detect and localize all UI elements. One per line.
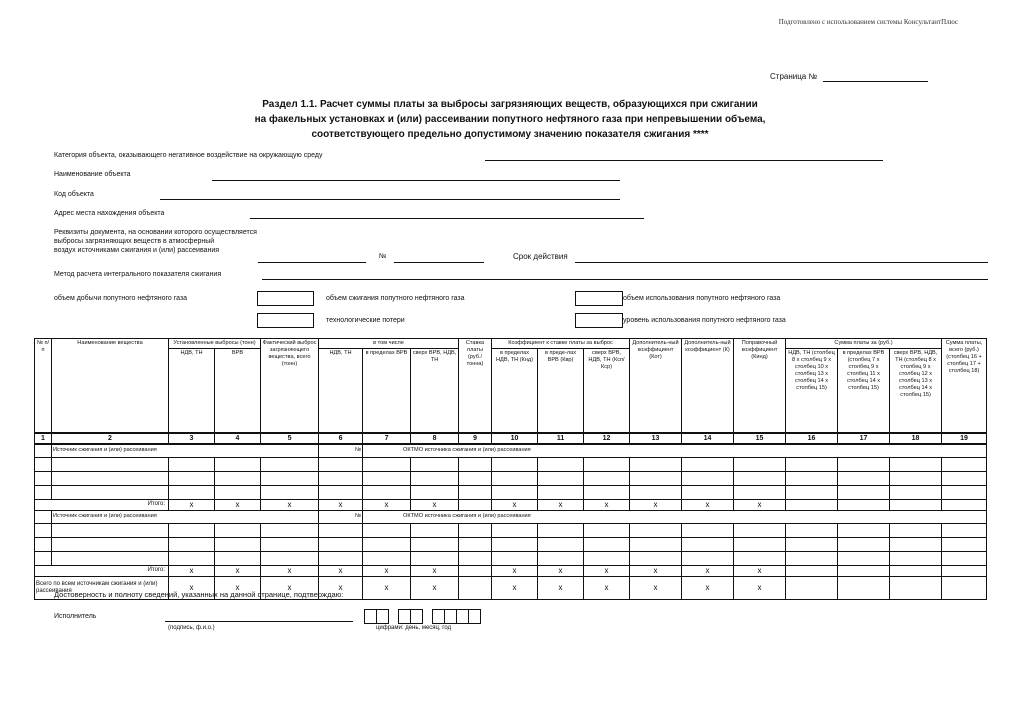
table-cell[interactable] xyxy=(630,523,682,537)
source-number-label: № xyxy=(319,510,363,523)
x-mark: x xyxy=(319,576,363,599)
x-mark: x xyxy=(261,576,319,599)
table-cell[interactable] xyxy=(35,485,52,499)
x-mark: x xyxy=(169,499,215,510)
grand-total-label: Всего по всем источникам сжигания и (или) рассеивания xyxy=(35,576,169,599)
th-add-kot: Дополнитель-ный коэффициент (Кот) xyxy=(630,339,682,433)
payment-table xyxy=(34,338,987,600)
date-hint: цифрами: день, месяц, год xyxy=(376,625,452,631)
table-cell[interactable] xyxy=(319,485,363,499)
document-label-line: Реквизиты документа, на основании которого осуществляется xyxy=(54,229,257,236)
x-mark: x xyxy=(538,565,584,576)
column-number: 15 xyxy=(734,433,786,444)
column-number: 14 xyxy=(682,433,734,444)
page-title xyxy=(200,97,820,142)
usage-level-label: уровень использования попутного нефтяного газа xyxy=(623,317,786,324)
table-cell[interactable] xyxy=(215,471,261,485)
table-cell[interactable] xyxy=(734,485,786,499)
gas-burning-box[interactable] xyxy=(575,291,623,306)
table-cell[interactable] xyxy=(492,537,538,551)
table-cell[interactable] xyxy=(942,576,987,599)
x-mark: x xyxy=(215,565,261,576)
table-cell[interactable] xyxy=(682,471,734,485)
table-cell[interactable] xyxy=(459,523,492,537)
table-cell[interactable] xyxy=(682,551,734,565)
object-name-field[interactable] xyxy=(212,180,620,181)
x-mark: x xyxy=(319,499,363,510)
table-cell[interactable] xyxy=(261,551,319,565)
table-cell[interactable] xyxy=(215,537,261,551)
table-cell[interactable] xyxy=(363,471,411,485)
table-cell[interactable] xyxy=(890,471,942,485)
th-set-emissions: Установленные выбросы (тонн) xyxy=(169,339,261,349)
table-cell[interactable] xyxy=(682,485,734,499)
table-cell[interactable] xyxy=(411,523,459,537)
table-cell[interactable] xyxy=(734,537,786,551)
x-mark: x xyxy=(169,565,215,576)
table-row[interactable] xyxy=(35,457,987,471)
source-row xyxy=(35,510,987,523)
table-cell[interactable] xyxy=(411,457,459,471)
th-corr: Поправочный коэффициент (Кинд) xyxy=(734,339,786,433)
table-cell[interactable] xyxy=(363,551,411,565)
document-number-field[interactable] xyxy=(394,262,484,263)
table-cell[interactable] xyxy=(261,457,319,471)
table-cell[interactable] xyxy=(538,551,584,565)
table-cell[interactable] xyxy=(459,457,492,471)
table-cell[interactable] xyxy=(319,471,363,485)
table-cell[interactable] xyxy=(459,537,492,551)
table-cell[interactable] xyxy=(52,457,169,471)
date-month-digit[interactable] xyxy=(410,609,423,624)
document-number-label: № xyxy=(379,253,387,260)
table-cell[interactable] xyxy=(411,537,459,551)
table-cell[interactable] xyxy=(584,457,630,471)
table-cell[interactable] xyxy=(261,471,319,485)
column-number: 19 xyxy=(942,433,987,444)
x-mark: x xyxy=(492,576,538,599)
table-cell[interactable] xyxy=(411,471,459,485)
source-row xyxy=(35,444,987,458)
table-cell[interactable] xyxy=(630,551,682,565)
page-number-field[interactable] xyxy=(823,81,928,82)
th-incl-ndv: НДВ, ТН xyxy=(319,349,363,433)
x-mark: x xyxy=(363,565,411,576)
table-cell[interactable] xyxy=(319,537,363,551)
usage-level-box[interactable] xyxy=(575,313,623,328)
table-cell[interactable] xyxy=(786,576,838,599)
column-number: 12 xyxy=(584,433,630,444)
table-cell[interactable] xyxy=(35,523,52,537)
table-cell[interactable] xyxy=(459,499,492,510)
table-cell[interactable] xyxy=(786,485,838,499)
total-label: Итого: xyxy=(35,499,169,510)
table-cell[interactable] xyxy=(215,485,261,499)
table-cell[interactable] xyxy=(538,523,584,537)
category-field[interactable] xyxy=(485,160,883,161)
th-rate: Ставка платы (руб./ тонна) xyxy=(459,339,492,433)
table-cell[interactable] xyxy=(492,457,538,471)
table-cell[interactable] xyxy=(584,471,630,485)
table-row[interactable] xyxy=(35,523,987,537)
column-number: 6 xyxy=(319,433,363,444)
th-add-k: Дополнитель-ный коэффициент (К) xyxy=(682,339,734,433)
table-cell[interactable] xyxy=(538,485,584,499)
x-mark: x xyxy=(319,565,363,576)
table-cell[interactable] xyxy=(786,551,838,565)
th-sum-over: сверх ВРВ, НДВ, ТН (столбец 8 х столбец 9 х столбец 12 х столбец 13 х столбец 14 х столбец 15) xyxy=(890,349,942,433)
confirm-text: Достоверность и полноту сведений, указанных на данной странице, подтверждаю: xyxy=(54,590,344,599)
table-cell[interactable] xyxy=(682,537,734,551)
th-actual: Фактический выброс загрязняющего вещества, всего (тонн) xyxy=(261,339,319,433)
th-coef-kcp: сверх ВРВ, НДВ, ТН (Ксп/Кср) xyxy=(584,349,630,433)
table-cell[interactable] xyxy=(538,471,584,485)
table-cell[interactable] xyxy=(630,485,682,499)
x-mark: x xyxy=(630,576,682,599)
column-number: 3 xyxy=(169,433,215,444)
x-mark: x xyxy=(363,576,411,599)
table-cell[interactable] xyxy=(169,551,215,565)
table-cell[interactable] xyxy=(459,551,492,565)
source-label: Источник сжигания и (или) рассеивания xyxy=(53,447,157,453)
th-vrv: ВРВ xyxy=(215,349,261,433)
x-mark: x xyxy=(492,565,538,576)
total-label: Итого: xyxy=(35,565,169,576)
table-cell[interactable] xyxy=(838,471,890,485)
signature-hint: (подпись, ф.и.о.) xyxy=(168,625,215,631)
table-cell[interactable] xyxy=(169,523,215,537)
table-cell[interactable] xyxy=(682,523,734,537)
document-label-line: выбросы загрязняющих веществ в атмосферный xyxy=(54,238,215,245)
table-cell[interactable] xyxy=(215,457,261,471)
table-cell[interactable] xyxy=(584,551,630,565)
method-label: Метод расчета интегрального показателя сжигания xyxy=(54,271,222,278)
source-label-cell xyxy=(52,444,319,458)
address-field[interactable] xyxy=(250,218,644,219)
x-mark: x xyxy=(363,499,411,510)
th-ndv: НДВ, ТН xyxy=(169,349,215,433)
table-cell[interactable] xyxy=(459,576,492,599)
x-mark: x xyxy=(584,565,630,576)
table-cell[interactable] xyxy=(838,576,890,599)
document-label-line: воздух источниками сжигания и (или) рассеивания xyxy=(54,247,220,254)
x-mark: x xyxy=(682,576,734,599)
date-day-digit[interactable] xyxy=(376,609,389,624)
x-mark: x xyxy=(584,576,630,599)
table-row[interactable] xyxy=(35,551,987,565)
column-numbers-row xyxy=(35,433,987,444)
object-code-label: Код объекта xyxy=(54,191,94,198)
validity-field[interactable] xyxy=(575,262,988,263)
table-cell[interactable] xyxy=(215,551,261,565)
table-cell[interactable] xyxy=(363,485,411,499)
table-cell[interactable] xyxy=(169,457,215,471)
table-cell[interactable] xyxy=(890,551,942,565)
x-mark: x xyxy=(169,576,215,599)
x-mark: x xyxy=(261,499,319,510)
table-cell[interactable] xyxy=(169,537,215,551)
header-note: Подготовлено с использованием системы КонсультантПлюс xyxy=(778,18,958,26)
column-number: 9 xyxy=(459,433,492,444)
table-cell[interactable] xyxy=(942,551,987,565)
table-cell[interactable] xyxy=(411,485,459,499)
table-cell[interactable] xyxy=(35,471,52,485)
x-mark: x xyxy=(734,499,786,510)
table-cell[interactable] xyxy=(35,457,52,471)
x-mark: x xyxy=(411,499,459,510)
table-cell[interactable] xyxy=(538,457,584,471)
gas-production-label: объем добычи попутного нефтяного газа xyxy=(54,295,188,302)
method-field[interactable] xyxy=(262,279,988,280)
table-cell[interactable] xyxy=(838,551,890,565)
x-mark: x xyxy=(584,499,630,510)
table-cell[interactable] xyxy=(890,485,942,499)
table-cell[interactable] xyxy=(169,485,215,499)
page-number-label: Страница № xyxy=(770,72,818,81)
th-sum-within: в пределах ВРВ (столбец 7 х столбец 9 х столбец 11 х столбец 14 х столбец 15) xyxy=(838,349,890,433)
oktmo-label: ОКТМО источника сжигания и (или) рассеивания xyxy=(363,510,987,523)
table-cell[interactable] xyxy=(838,485,890,499)
table-cell[interactable] xyxy=(890,565,942,576)
table-cell[interactable] xyxy=(52,537,169,551)
table-cell[interactable] xyxy=(734,523,786,537)
th-sum-ndv: НДВ, ТН (столбец 8 х столбец 9 х столбец 10 х столбец 13 х столбец 14 х столбец 15) xyxy=(786,349,838,433)
x-mark: x xyxy=(682,499,734,510)
table-cell[interactable] xyxy=(363,537,411,551)
total-row xyxy=(35,565,987,576)
th-sum-total: Сумма платы, всего (руб.) (столбец 16 + столбец 17 + столбец 18) xyxy=(942,339,987,433)
table-cell[interactable] xyxy=(363,457,411,471)
tech-losses-box[interactable] xyxy=(257,313,314,328)
table-cell[interactable] xyxy=(942,485,987,499)
table-cell[interactable] xyxy=(890,576,942,599)
th-coef-kvr: в преде-лах ВРВ (Квр) xyxy=(538,349,584,433)
table-cell[interactable] xyxy=(734,471,786,485)
table-cell[interactable] xyxy=(169,471,215,485)
th-over-vrv: сверх ВРВ, НДВ, ТН xyxy=(411,349,459,433)
column-number: 1 xyxy=(35,433,52,444)
table-cell[interactable] xyxy=(261,485,319,499)
table-cell[interactable] xyxy=(261,523,319,537)
table-cell[interactable] xyxy=(890,537,942,551)
th-coef-group: Коэффициент к ставке платы за выброс xyxy=(492,339,630,349)
table-cell[interactable] xyxy=(838,537,890,551)
th-coef-knd: в пределах НДВ, ТН (Кнд) xyxy=(492,349,538,433)
table-cell[interactable] xyxy=(838,457,890,471)
column-number: 17 xyxy=(838,433,890,444)
th-within-vrv: в пределах ВРВ xyxy=(363,349,411,433)
table-cell[interactable] xyxy=(786,471,838,485)
x-mark: x xyxy=(734,576,786,599)
source-number-label: № xyxy=(319,444,363,458)
gas-usage-label: объем использования попутного нефтяного газа xyxy=(623,295,781,302)
x-mark: x xyxy=(215,499,261,510)
table-cell[interactable] xyxy=(942,565,987,576)
executor-label: Исполнитель xyxy=(54,613,97,620)
table-cell[interactable] xyxy=(319,457,363,471)
executor-signature-field[interactable] xyxy=(165,621,353,622)
table-cell[interactable] xyxy=(492,471,538,485)
table-row[interactable] xyxy=(35,471,987,485)
table-cell[interactable] xyxy=(630,471,682,485)
object-name-label: Наименование объекта xyxy=(54,171,131,178)
table-cell[interactable] xyxy=(52,551,169,565)
date-year-digit[interactable] xyxy=(468,609,481,624)
category-label: Категория объекта, оказывающего негативное воздействие на окружающую среду xyxy=(54,152,323,159)
table-cell[interactable] xyxy=(584,537,630,551)
table-cell[interactable] xyxy=(319,523,363,537)
table-cell[interactable] xyxy=(459,471,492,485)
table-cell[interactable] xyxy=(492,485,538,499)
column-number: 10 xyxy=(492,433,538,444)
table-cell[interactable] xyxy=(786,499,838,510)
table-cell[interactable] xyxy=(538,537,584,551)
column-number: 2 xyxy=(52,433,169,444)
x-mark: x xyxy=(538,499,584,510)
table-cell[interactable] xyxy=(682,457,734,471)
document-label xyxy=(54,228,257,255)
gas-burning-label: объем сжигания попутного нефтяного газа xyxy=(326,295,465,302)
column-number: 4 xyxy=(215,433,261,444)
table-cell[interactable] xyxy=(52,485,169,499)
table-row[interactable] xyxy=(35,537,987,551)
x-mark: x xyxy=(215,576,261,599)
th-sum-group: Сумма платы за (руб.) xyxy=(786,339,942,349)
table-cell[interactable] xyxy=(786,537,838,551)
document-name-field[interactable] xyxy=(258,262,366,263)
column-number: 18 xyxy=(890,433,942,444)
column-number: 7 xyxy=(363,433,411,444)
table-cell[interactable] xyxy=(890,499,942,510)
source-label: Источник сжигания и (или) рассеивания xyxy=(53,513,157,519)
x-mark: x xyxy=(492,499,538,510)
table-cell[interactable] xyxy=(786,457,838,471)
tech-losses-label: технологические потери xyxy=(326,317,405,324)
title-line: на факельных установках и (или) рассеивании попутного нефтяного газа при непревышении объема, xyxy=(254,114,766,125)
table-cell[interactable] xyxy=(942,457,987,471)
x-mark: x xyxy=(734,565,786,576)
gas-production-box[interactable] xyxy=(257,291,314,306)
column-number: 5 xyxy=(261,433,319,444)
table-cell[interactable] xyxy=(942,537,987,551)
table-cell[interactable] xyxy=(411,551,459,565)
source-label-cell xyxy=(52,510,319,523)
table-cell[interactable] xyxy=(215,523,261,537)
x-mark: x xyxy=(538,576,584,599)
table-cell[interactable] xyxy=(363,523,411,537)
object-code-field[interactable] xyxy=(160,199,620,200)
table-cell[interactable] xyxy=(319,551,363,565)
column-number: 11 xyxy=(538,433,584,444)
table-cell[interactable] xyxy=(630,457,682,471)
th-no: № п/п xyxy=(35,339,52,433)
address-label: Адрес места нахождения объекта xyxy=(54,210,165,217)
table-cell[interactable] xyxy=(35,537,52,551)
table-cell[interactable] xyxy=(942,499,987,510)
table-cell[interactable] xyxy=(584,523,630,537)
table-cell[interactable] xyxy=(838,499,890,510)
x-mark: x xyxy=(261,565,319,576)
x-mark: x xyxy=(630,499,682,510)
table-cell[interactable] xyxy=(261,537,319,551)
table-cell[interactable] xyxy=(838,523,890,537)
table-cell[interactable] xyxy=(734,551,786,565)
table-cell[interactable] xyxy=(942,523,987,537)
table-cell[interactable] xyxy=(492,551,538,565)
th-incl: в том числе xyxy=(319,339,459,349)
table-cell[interactable] xyxy=(35,551,52,565)
table-cell[interactable] xyxy=(786,523,838,537)
total-row xyxy=(35,499,987,510)
x-mark: x xyxy=(411,565,459,576)
title-line: соответствующего предельно допустимому значению показателя сжигания **** xyxy=(311,129,709,140)
table-cell[interactable] xyxy=(942,471,987,485)
table-cell[interactable] xyxy=(734,457,786,471)
table-cell[interactable] xyxy=(786,565,838,576)
table-cell[interactable] xyxy=(584,485,630,499)
table-cell[interactable] xyxy=(838,565,890,576)
validity-label: Срок действия xyxy=(513,252,568,261)
table-row[interactable] xyxy=(35,485,987,499)
table-cell[interactable] xyxy=(52,523,169,537)
table-cell[interactable] xyxy=(492,523,538,537)
th-substance: Наименование вещества xyxy=(52,339,169,433)
table-cell[interactable] xyxy=(459,565,492,576)
oktmo-label: ОКТМО источника сжигания и (или) рассеивания xyxy=(363,444,987,458)
table-cell[interactable] xyxy=(459,485,492,499)
column-number: 16 xyxy=(786,433,838,444)
table-cell[interactable] xyxy=(630,537,682,551)
table-cell[interactable] xyxy=(890,457,942,471)
x-mark: x xyxy=(630,565,682,576)
table-cell[interactable] xyxy=(890,523,942,537)
column-number: 8 xyxy=(411,433,459,444)
table-cell[interactable] xyxy=(52,471,169,485)
title-line: Раздел 1.1. Расчет суммы платы за выбросы загрязняющих веществ, образующихся при сжигании xyxy=(262,99,758,110)
column-number: 13 xyxy=(630,433,682,444)
x-mark: x xyxy=(411,576,459,599)
x-mark: x xyxy=(682,565,734,576)
